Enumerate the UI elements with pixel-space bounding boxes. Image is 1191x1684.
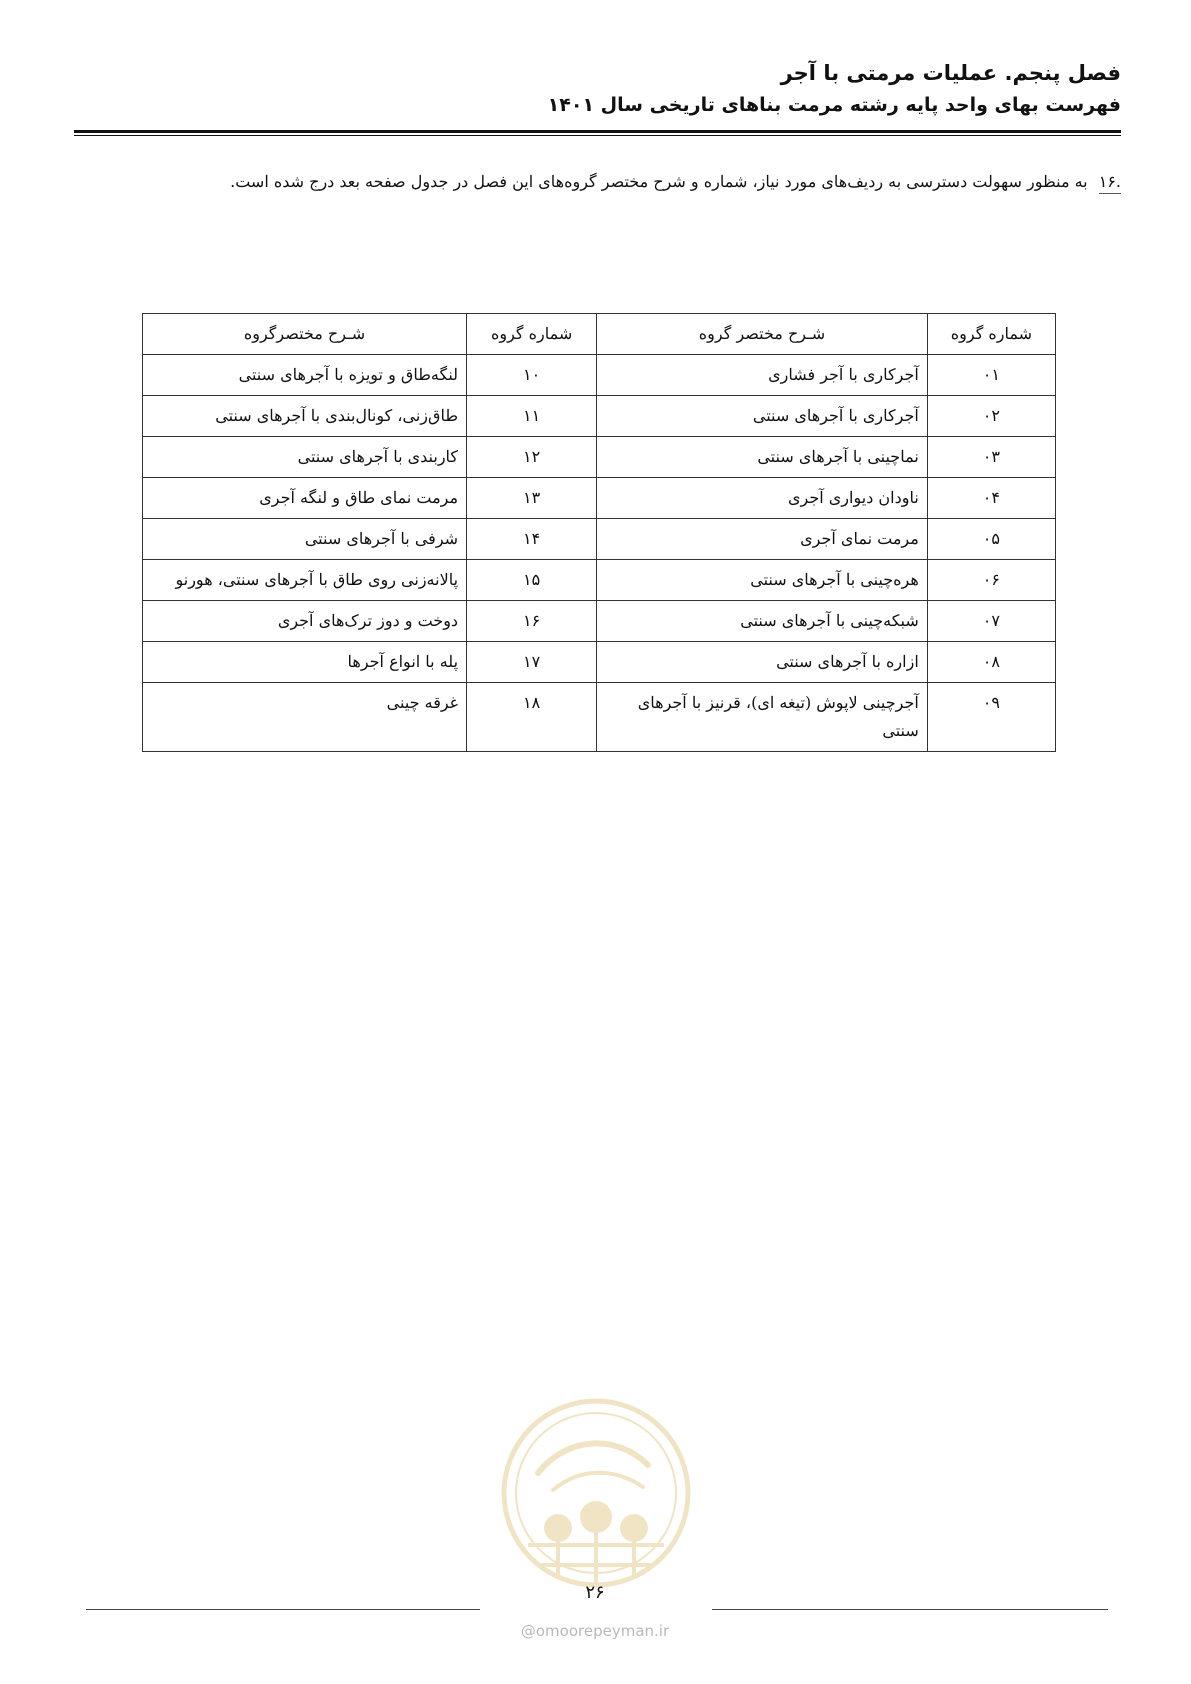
watermark-url: @omoorepeyman.ir (520, 1622, 670, 1640)
table-row (143, 478, 1056, 519)
group-number-cell: ۱۶ (467, 601, 597, 642)
group-description-cell: آجرکاری با آجرهای سنتی (597, 396, 928, 437)
header-group-desc-1: شـرح مختصر گروه (597, 314, 928, 355)
table-row (143, 642, 1056, 683)
group-number-cell: ۰۹ (927, 683, 1055, 752)
group-number-cell: ۱۳ (467, 478, 597, 519)
note-paragraph (70, 168, 1121, 196)
page-number: ۲۶ (585, 1582, 605, 1603)
group-description-cell: کاربندی با آجرهای سنتی (143, 437, 467, 478)
footer-rule-left (86, 1609, 480, 1610)
watermark-seal-icon (498, 1395, 694, 1591)
table-row (143, 601, 1056, 642)
table-row (143, 355, 1056, 396)
header-divider-thick (74, 130, 1121, 133)
group-description-cell: آجرچینی لاپوش (تیغه ای)، قرنیز با آجرهای سنتی (597, 683, 928, 752)
table-row (143, 560, 1056, 601)
table-row (143, 519, 1056, 560)
group-description-cell: آجرکاری با آجر فشاری (597, 355, 928, 396)
group-number-cell: ۱۴ (467, 519, 597, 560)
group-number-cell: ۱۷ (467, 642, 597, 683)
page-header (70, 56, 1121, 120)
group-number-cell: ۰۸ (927, 642, 1055, 683)
group-description-cell: غرقه چینی (143, 683, 467, 752)
group-number-cell: ۰۵ (927, 519, 1055, 560)
table-header-row (143, 314, 1056, 355)
group-description-cell: پالانه‌زنی روی طاق با آجرهای سنتی، هورنو (143, 560, 467, 601)
document-title: فهرست بهای واحد پایه رشته مرمت بناهای تاریخی سال ۱۴۰۱ (547, 94, 1121, 116)
group-number-cell: ۱۸ (467, 683, 597, 752)
table-row (143, 683, 1056, 752)
group-number-cell: ۱۱ (467, 396, 597, 437)
group-table (142, 313, 1056, 752)
note-text: به منظور سهولت دسترسی به ردیف‌های مورد نیاز، شماره و شرح مختصر گروه‌های این فصل در جدول صفحه بعد درج شده است. (230, 172, 1088, 191)
group-number-cell: ۰۷ (927, 601, 1055, 642)
group-description-cell: ازاره با آجرهای سنتی (597, 642, 928, 683)
chapter-title: فصل پنجم. عملیات مرمتی با آجر (780, 61, 1121, 85)
group-number-cell: ۰۴ (927, 478, 1055, 519)
footer-rule-right (712, 1609, 1108, 1610)
group-description-cell: پله با انواع آجرها (143, 642, 467, 683)
table-row (143, 396, 1056, 437)
group-description-cell: لنگه‌طاق و تویزه با آجرهای سنتی (143, 355, 467, 396)
header-divider-thin (74, 135, 1121, 136)
group-number-cell: ۰۲ (927, 396, 1055, 437)
group-description-cell: ناودان دیواری آجری (597, 478, 928, 519)
group-number-cell: ۰۶ (927, 560, 1055, 601)
group-number-cell: ۰۱ (927, 355, 1055, 396)
header-group-desc-2: شـرح مختصرگروه (143, 314, 467, 355)
table-row (143, 437, 1056, 478)
group-number-cell: ۱۲ (467, 437, 597, 478)
group-number-cell: ۰۳ (927, 437, 1055, 478)
group-description-cell: دوخت و دوز ترک‌های آجری (143, 601, 467, 642)
group-description-cell: هره‌چینی با آجرهای سنتی (597, 560, 928, 601)
header-group-number-2: شماره گروه (467, 314, 597, 355)
group-description-cell: مرمت نمای طاق و لنگه آجری (143, 478, 467, 519)
group-description-cell: نماچینی با آجرهای سنتی (597, 437, 928, 478)
table-body (143, 355, 1056, 752)
group-description-cell: شرفی با آجرهای سنتی (143, 519, 467, 560)
group-description-cell: مرمت نمای آجری (597, 519, 928, 560)
group-number-cell: ۱۰ (467, 355, 597, 396)
note-number: .۱۶ (1099, 172, 1121, 194)
group-number-cell: ۱۵ (467, 560, 597, 601)
group-description-cell: شبکه‌چینی با آجرهای سنتی (597, 601, 928, 642)
header-group-number-1: شماره گروه (927, 314, 1055, 355)
group-description-cell: طاق‌زنی، کونال‌بندی با آجرهای سنتی (143, 396, 467, 437)
watermark-logo (498, 1395, 694, 1591)
